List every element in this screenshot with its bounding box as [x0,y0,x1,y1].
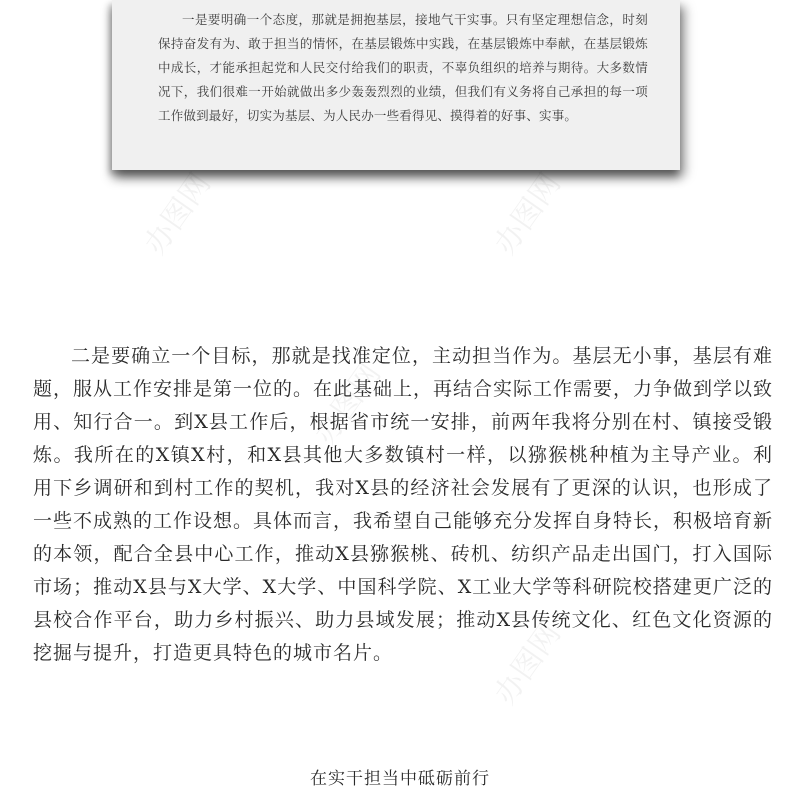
watermark: 办图网 [137,167,219,261]
watermark: 办图网 [487,617,569,711]
section-title: 在实干担当中砥砺前行 [310,769,490,789]
main-paragraph: 二是要确立一个目标，那就是找准定位，主动担当作为。基层无小事，基层有难题，服从工作安排是第一位的。在此基础上，再结合实际工作需要，力争做到学以致用、知行合一。到X县工作后，根据省市统一安排，前两年我将分别在村、镇接受锻炼。我所在的X镇X村，和X县其他大多数镇村一样，以猕猴桃种植为主导产业。利用下乡调研和到村工作的契机，我对X县的经济社会发展有了更深的认识，也形成了一些不成熟的工作设想。具体而言，我希望自己能够充分发挥自身特长，积极培育新的本领，配合全县中心工作，推动X县猕猴桃、砖机、纺织产品走出国门，打入国际市场；推动X县与X大学、X大学、中国科学院、X工业大学等科研院校搭建更广泛的县校合作平台，助力乡村振兴、助力县域发展；推动X县传统文化、红色文化资源的挖掘与提升，打造更具特色的城市名片。 [33,345,774,664]
card-paragraph: 一是要明确一个态度，那就是拥抱基层，接地气干实事。只有坚定理想信念，时刻保持奋发有为、敢于担当的情怀，在基层锻炼中实践，在基层锻炼中奉献，在基层锻炼中成长，才能承担起党和人民交付给我们的职责，不辜负组织的培养与期待。大多数情况下，我们很难一开始就做出多少轰轰烈烈的业绩，但我们有义务将自己承担的每一项工作做到最好，切实为基层、为人民办一些看得见、摸得着的好事、实事。 [158,12,648,123]
watermark: 办图网 [487,167,569,261]
document-card [112,0,680,170]
watermark: 办图网 [307,357,389,451]
